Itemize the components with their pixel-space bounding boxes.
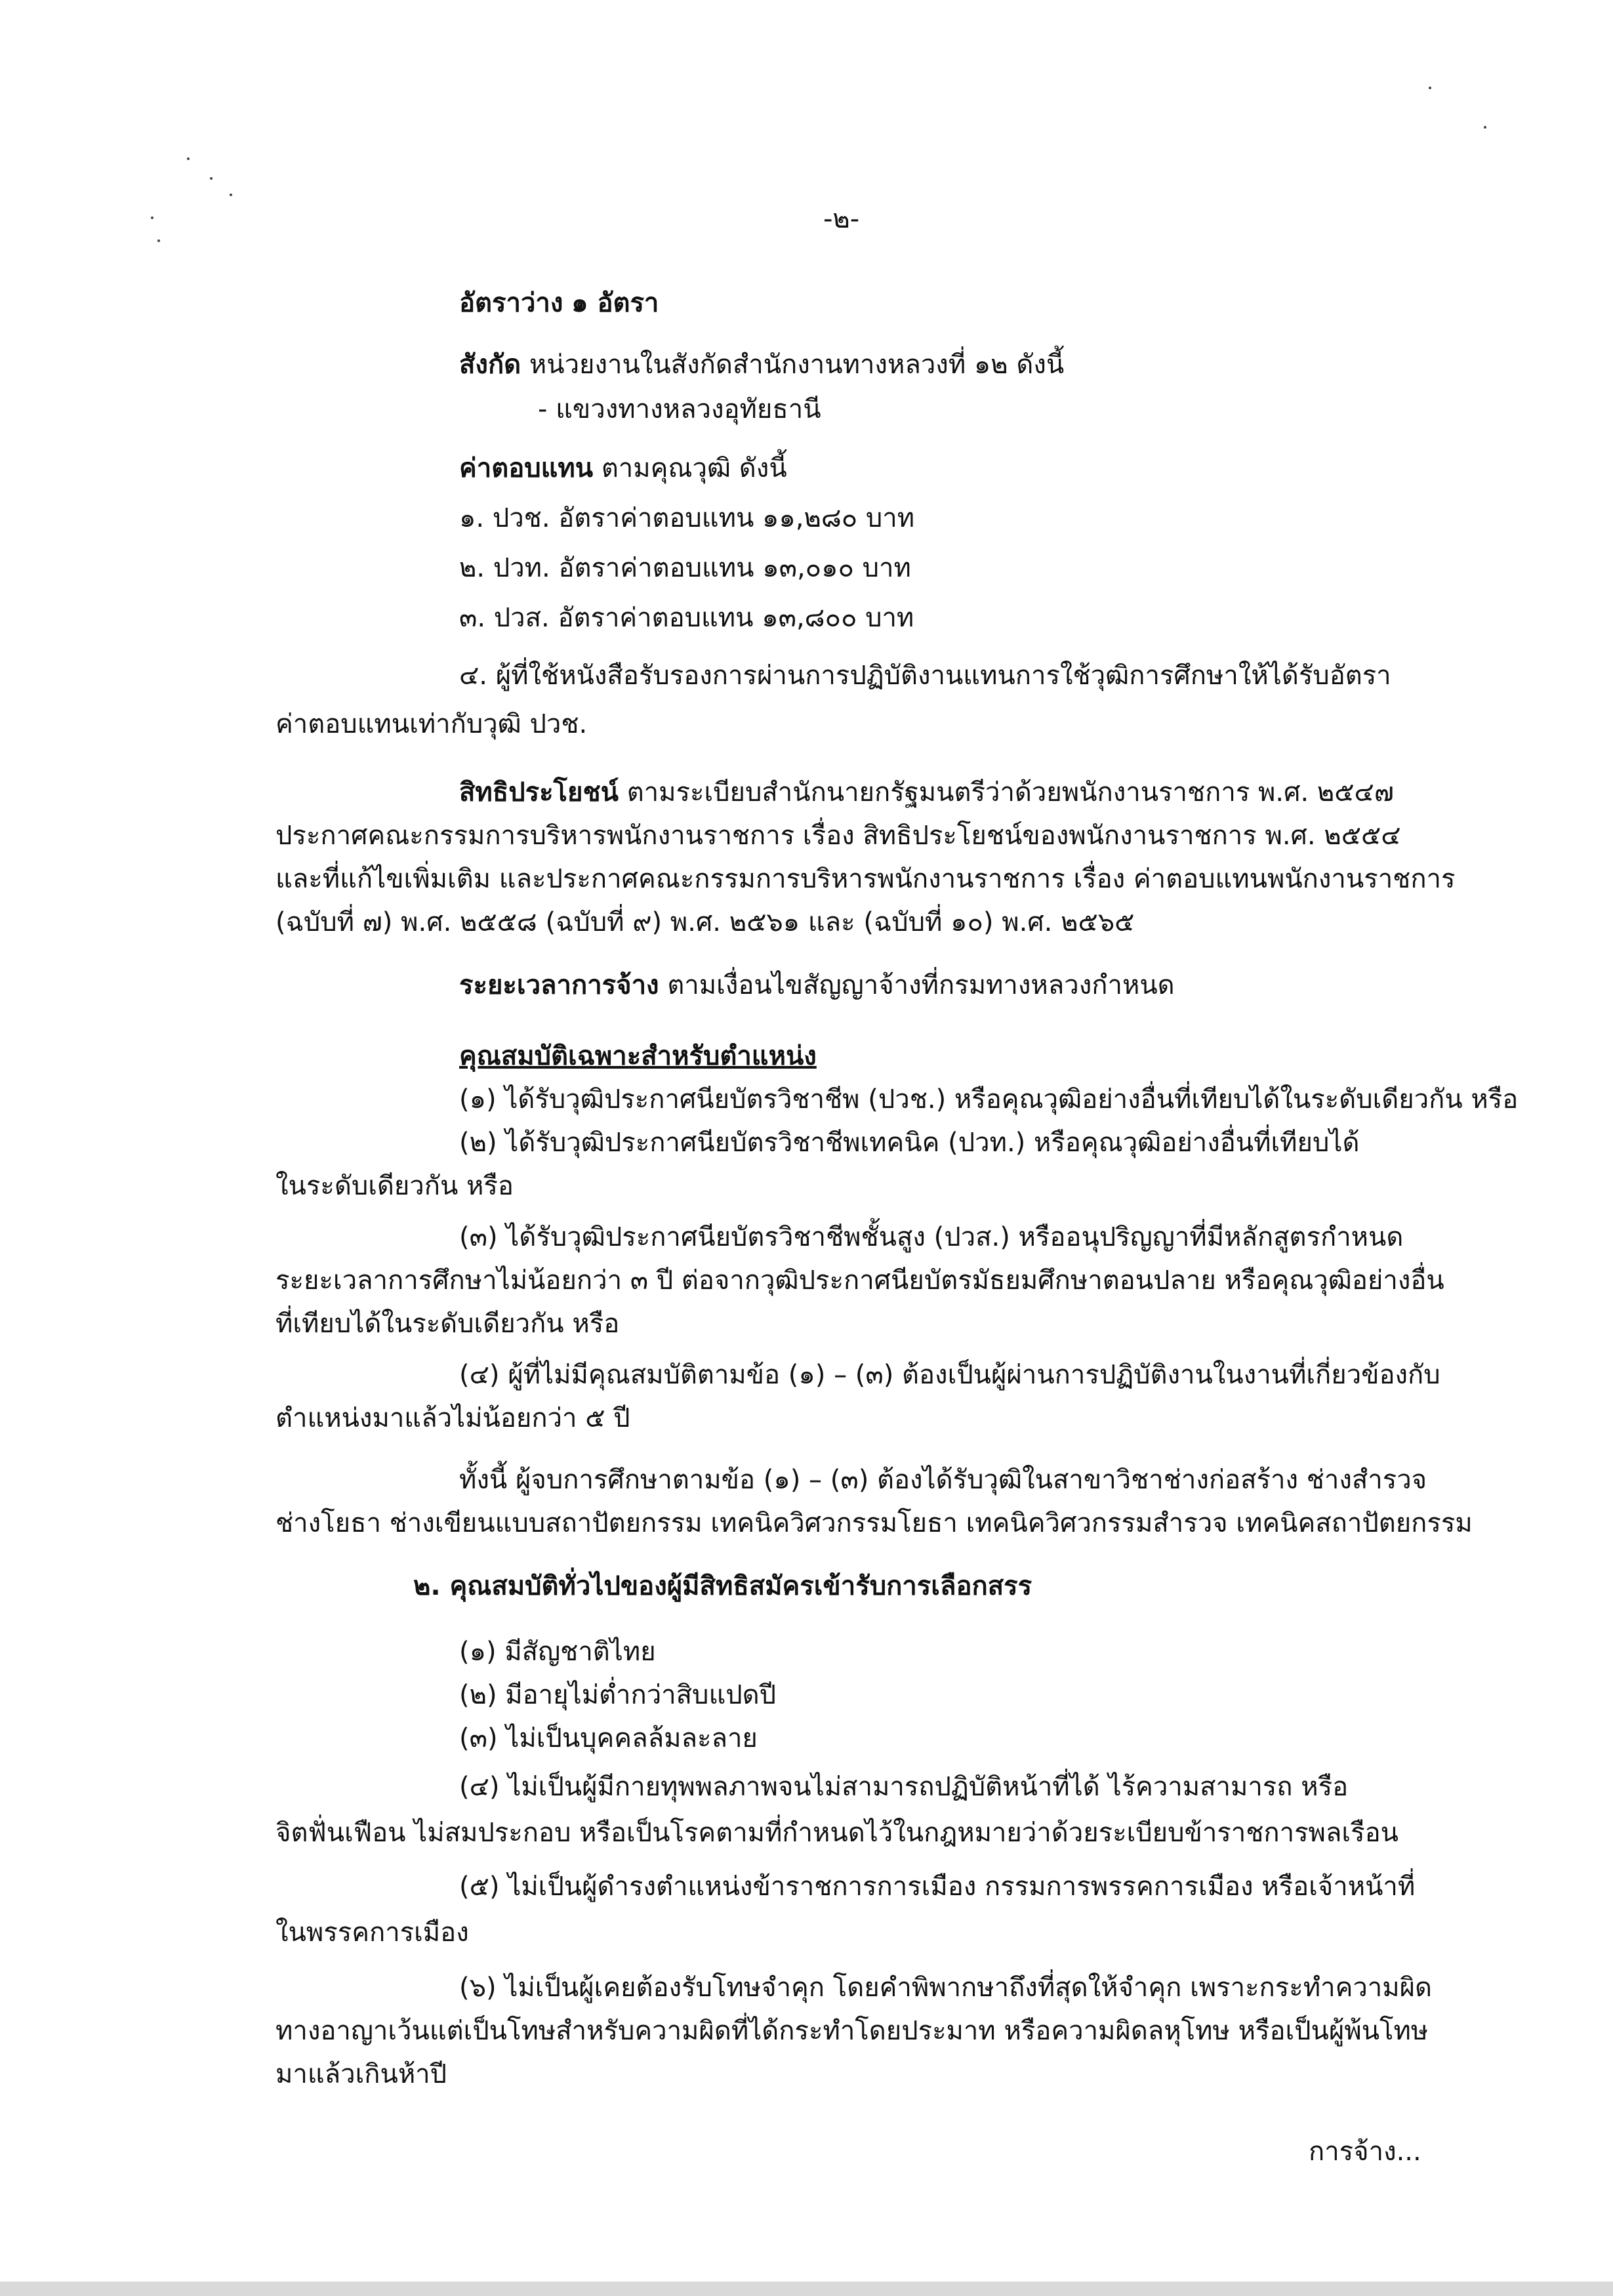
vacancy-value: ๑ อัตรา — [571, 288, 659, 318]
general-4-line1: (๔) ไม่เป็นผู้มีกายทุพพลภาพจนไม่สามารถปฏิบัติหน้าที่ได้ ไร้ความสามารถ หรือ — [459, 1772, 1349, 1802]
scan-speck — [210, 177, 213, 180]
period-line — [459, 970, 1175, 1001]
affiliation-line — [459, 349, 1064, 380]
affiliation-item: - แขวงทางหลวงอุทัยธานี — [538, 394, 821, 424]
page-number: -๒- — [823, 204, 860, 234]
general-5-line2: ในพรรคการเมือง — [276, 1917, 469, 1948]
general-1: (๑) มีสัญชาติไทย — [459, 1637, 656, 1667]
general-6-line3: มาแล้วเกินห้าปี — [276, 2059, 447, 2089]
compensation-item-2: ๒. ปวท. อัตราค่าตอบแทน ๑๓,๐๑๐ บาท — [459, 553, 911, 583]
benefits-line-3: และที่แก้ไขเพิ่มเติม และประกาศคณะกรรมการบริหารพนักงานราชการ เรื่อง ค่าตอบแทนพนักงานราชการ — [276, 864, 1456, 894]
affiliation-text: หน่วยงานในสังกัดสำนักงานทางหลวงที่ ๑๒ ดังนี้ — [529, 350, 1065, 380]
qualification-4-line2: ตำแหน่งมาแล้วไม่น้อยกว่า ๕ ปี — [276, 1403, 630, 1433]
qualification-3-line3: ที่เทียบได้ในระดับเดียวกัน หรือ — [276, 1309, 620, 1339]
vacancy-line — [459, 287, 659, 319]
qualifications-heading: คุณสมบัติเฉพาะสำหรับตำแหน่ง — [459, 1041, 817, 1071]
continuation-text: การจ้าง... — [1309, 2137, 1421, 2167]
qualification-2-line1: (๒) ได้รับวุฒิประกาศนียบัตรวิชาชีพเทคนิค (ปวท.) หรือคุณวุฒิอย่างอื่นที่เทียบได้ — [459, 1128, 1360, 1158]
period-label: ระยะเวลาการจ้าง — [459, 970, 659, 1000]
general-5-line1: (๕) ไม่เป็นผู้ดำรงตำแหน่งข้าราชการการเมือง กรรมการพรรคการเมือง หรือเจ้าหน้าที่ — [459, 1872, 1416, 1902]
scan-bottom-edge — [0, 2282, 1613, 2296]
qualification-4-line1: (๔) ผู้ที่ไม่มีคุณสมบัติตามข้อ (๑) – (๓) ต้องเป็นผู้ผ่านการปฏิบัติงานในงานที่เกี่ยวข้องกับ — [459, 1360, 1440, 1390]
vacancy-label: อัตราว่าง — [459, 288, 563, 318]
benefits-line-4: (ฉบับที่ ๗) พ.ศ. ๒๕๕๘ (ฉบับที่ ๙) พ.ศ. ๒๕๖๑ และ (ฉบับที่ ๑๐) พ.ศ. ๒๕๖๕ — [276, 907, 1135, 937]
general-6-line1: (๖) ไม่เป็นผู้เคยต้องรับโทษจำคุก โดยคำพิพากษาถึงที่สุดให้จำคุก เพราะกระทำความผิด — [459, 1973, 1433, 2003]
benefits-label: สิทธิประโยชน์ — [459, 777, 619, 808]
compensation-text: ตามคุณวุฒิ ดังนี้ — [601, 453, 787, 483]
scan-speck — [151, 216, 153, 219]
compensation-item-4-line1 — [459, 660, 1410, 691]
compensation-item-1: ๑. ปวช. อัตราค่าตอบแทน ๑๑,๒๘๐ บาท — [459, 503, 915, 533]
qualification-note-line2: ช่างโยธา ช่างเขียนแบบสถาปัตยกรรม เทคนิควิศวกรรมโยธา เทคนิควิศวกรรมสำรวจ เทคนิคสถาปัตยกรรม — [276, 1508, 1473, 1538]
scan-speck — [187, 157, 190, 160]
compensation-line — [459, 453, 787, 484]
benefits-text: ตามระเบียบสำนักนายกรัฐมนตรีว่าด้วยพนักงานราชการ พ.ศ. ๒๕๔๗ — [626, 777, 1394, 808]
general-2: (๒) มีอายุไม่ต่ำกว่าสิบแปดปี — [459, 1680, 776, 1710]
scan-speck — [230, 194, 232, 196]
compensation-item-3: ๓. ปวส. อัตราค่าตอบแทน ๑๓,๘๐๐ บาท — [459, 603, 914, 633]
scan-speck — [1484, 126, 1486, 129]
qualification-3-line1: (๓) ได้รับวุฒิประกาศนียบัตรวิชาชีพชั้นสูง (ปวส.) หรืออนุปริญญาที่มีหลักสูตรกำหนด — [459, 1222, 1404, 1252]
affiliation-label: สังกัด — [459, 350, 521, 380]
period-text: ตามเงื่อนไขสัญญาจ้างที่กรมทางหลวงกำหนด — [667, 970, 1175, 1000]
benefits-line-2: ประกาศคณะกรรมการบริหารพนักงานราชการ เรื่อง สิทธิประโยชน์ของพนักงานราชการ พ.ศ. ๒๕๕๔ — [276, 821, 1401, 851]
compensation-label: ค่าตอบแทน — [459, 453, 594, 483]
qualification-3-line2: ระยะเวลาการศึกษาไม่น้อยกว่า ๓ ปี ต่อจากวุฒิประกาศนียบัตรมัธยมศึกษาตอนปลาย หรือคุณวุฒิอย่างอื่น — [276, 1265, 1444, 1296]
scan-speck — [157, 239, 160, 242]
compensation-item-4-line2: ค่าตอบแทนเท่ากับวุฒิ ปวช. — [276, 709, 588, 739]
general-3: (๓) ไม่เป็นบุคคลล้มละลาย — [459, 1723, 758, 1753]
benefits-line-1 — [459, 777, 1394, 808]
qualification-note-line1: ทั้งนี้ ผู้จบการศึกษาตามข้อ (๑) – (๓) ต้องได้รับวุฒิในสาขาวิชาช่างก่อสร้าง ช่างสำรวจ — [459, 1465, 1427, 1495]
scan-speck — [1429, 87, 1431, 89]
qualification-1: (๑) ได้รับวุฒิประกาศนียบัตรวิชาชีพ (ปวช.) หรือคุณวุฒิอย่างอื่นที่เทียบได้ในระดับเดียวกัน หรือ — [459, 1084, 1519, 1115]
general-4-line2: จิตฟั่นเฟือน ไม่สมประกอบ หรือเป็นโรคตามที่กำหนดไว้ในกฎหมายว่าด้วยระเบียบข้าราชการพลเรือน — [276, 1818, 1399, 1848]
qualification-2-line2: ในระดับเดียวกัน หรือ — [276, 1171, 514, 1201]
compensation-item-4-text: ๔. ผู้ที่ใช้หนังสือรับรองการผ่านการปฏิบัติงานแทนการใช้วุฒิการศึกษาให้ได้รับอัตรา — [459, 661, 1391, 691]
general-heading: ๒. คุณสมบัติทั่วไปของผู้มีสิทธิสมัครเข้ารับการเลือกสรร — [413, 1571, 1032, 1601]
general-6-line2: ทางอาญาเว้นแต่เป็นโทษสำหรับความผิดที่ได้กระทำโดยประมาท หรือความผิดลหุโทษ หรือเป็นผู้พ้นโทษ — [276, 2016, 1429, 2046]
